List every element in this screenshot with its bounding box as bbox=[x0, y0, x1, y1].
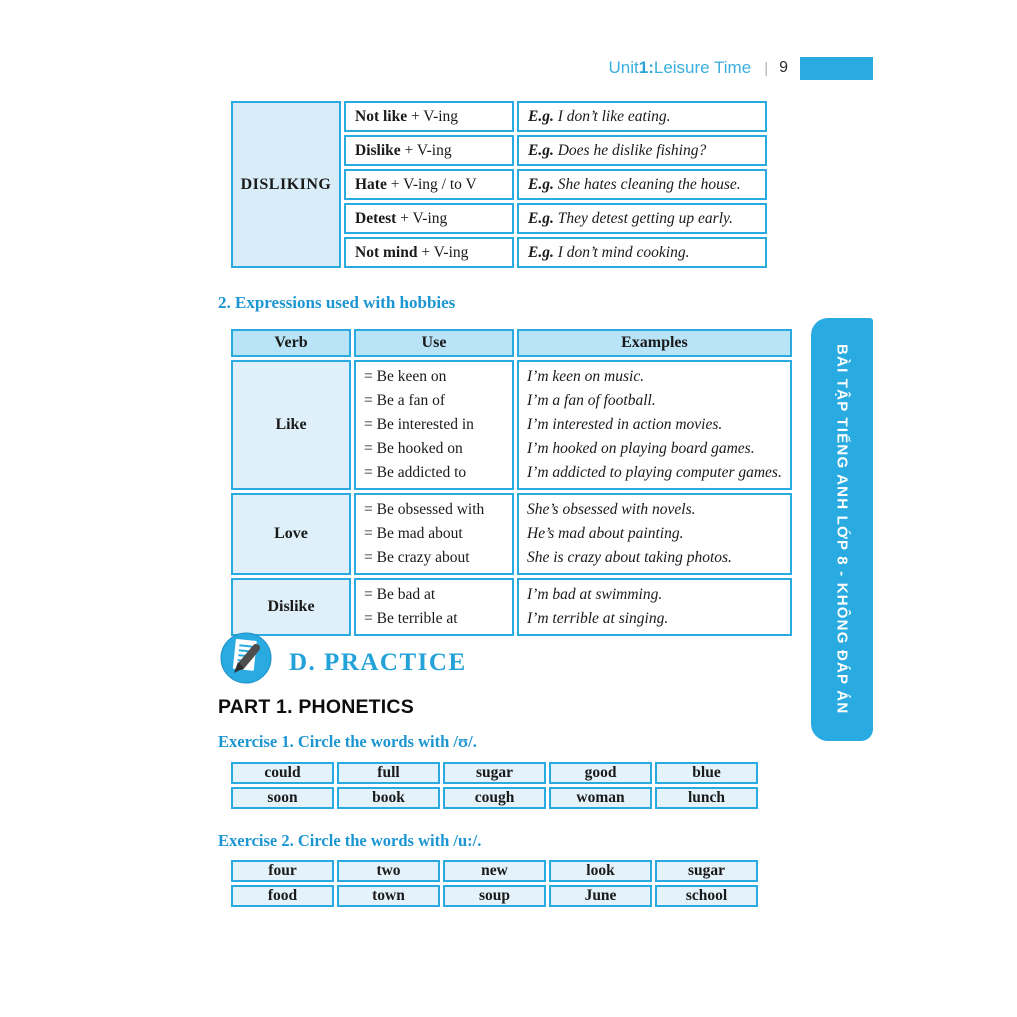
word-cell: sugar bbox=[655, 860, 758, 882]
exercise1-table bbox=[228, 759, 761, 812]
unit-breadcrumb-title: Leisure Time bbox=[653, 58, 752, 77]
example-line: He’s mad about painting. bbox=[527, 525, 684, 542]
table-header-row bbox=[231, 329, 792, 357]
use-line: = Be bad at bbox=[364, 586, 436, 603]
unit-breadcrumb-number: 1: bbox=[638, 58, 654, 77]
eg-label: E.g. bbox=[528, 175, 554, 193]
word-cell: two bbox=[337, 860, 440, 882]
column-header-examples: Examples bbox=[517, 329, 792, 357]
side-tab bbox=[811, 318, 873, 741]
use-line: = Be keen on bbox=[364, 368, 447, 385]
pattern-cell bbox=[344, 135, 514, 166]
word-cell: sugar bbox=[443, 762, 546, 784]
eg-label: E.g. bbox=[528, 243, 554, 261]
word-cell: soup bbox=[443, 885, 546, 907]
table-row bbox=[231, 101, 767, 132]
example-text: Does he dislike fishing? bbox=[553, 141, 707, 159]
word-cell: soon bbox=[231, 787, 334, 809]
use-line: = Be a fan of bbox=[364, 392, 446, 409]
example-line: I’m keen on music. bbox=[527, 368, 645, 385]
pattern-bold: Not like bbox=[355, 107, 408, 125]
example-text: I don’t like eating. bbox=[553, 107, 671, 125]
word-cell: could bbox=[231, 762, 334, 784]
examples-cell bbox=[517, 493, 792, 575]
pattern-rest: + V-ing bbox=[400, 141, 452, 159]
exercise1-heading: Exercise 1. Circle the words with /ʊ/. bbox=[218, 732, 477, 751]
eg-label: E.g. bbox=[528, 209, 554, 227]
pattern-cell bbox=[344, 169, 514, 200]
example-text: I don’t mind cooking. bbox=[553, 243, 690, 261]
unit-breadcrumb-pre: Unit bbox=[608, 58, 639, 77]
word-cell: woman bbox=[549, 787, 652, 809]
exercise2-heading: Exercise 2. Circle the words with /u:/. bbox=[218, 831, 482, 850]
example-line: She’s obsessed with novels. bbox=[527, 501, 696, 518]
use-line: = Be obsessed with bbox=[364, 501, 485, 518]
use-cell bbox=[354, 360, 514, 490]
exercise2-table bbox=[228, 857, 761, 910]
practice-heading: D. PRACTICE bbox=[289, 649, 467, 676]
word-cell: new bbox=[443, 860, 546, 882]
word-cell: cough bbox=[443, 787, 546, 809]
use-line: = Be mad about bbox=[364, 525, 463, 542]
header-divider: | bbox=[764, 59, 769, 77]
word-cell: food bbox=[231, 885, 334, 907]
example-text: They detest getting up early. bbox=[553, 209, 733, 227]
example-line: I’m a fan of football. bbox=[527, 392, 656, 409]
hobbies-table bbox=[228, 326, 795, 639]
use-line: = Be terrible at bbox=[364, 610, 458, 627]
pattern-bold: Not mind bbox=[355, 243, 418, 261]
table-row bbox=[231, 493, 792, 575]
pattern-bold: Dislike bbox=[355, 141, 401, 159]
section-heading-expressions: 2. Expressions used with hobbies bbox=[218, 293, 456, 312]
example-line: I’m interested in action movies. bbox=[527, 416, 723, 433]
pattern-cell bbox=[344, 237, 514, 268]
disliking-table bbox=[228, 98, 770, 271]
pattern-rest: + V-ing bbox=[407, 107, 459, 125]
word-cell: lunch bbox=[655, 787, 758, 809]
example-cell bbox=[517, 101, 767, 132]
example-line: She is crazy about taking photos. bbox=[527, 549, 732, 566]
examples-cell bbox=[517, 360, 792, 490]
verb-cell: Like bbox=[231, 360, 351, 490]
verb-cell: Love bbox=[231, 493, 351, 575]
use-cell bbox=[354, 493, 514, 575]
word-cell: town bbox=[337, 885, 440, 907]
pattern-rest: + V-ing bbox=[396, 209, 448, 227]
example-cell bbox=[517, 169, 767, 200]
side-tab-label: BÀI TẬP TIẾNG ANH LỚP 8 - KHÔNG ĐÁP ÁN bbox=[833, 344, 851, 715]
table-row bbox=[231, 860, 758, 882]
table-row bbox=[231, 885, 758, 907]
use-cell bbox=[354, 578, 514, 636]
example-line: I’m addicted to playing computer games. bbox=[527, 464, 782, 481]
word-cell: blue bbox=[655, 762, 758, 784]
header-color-bar bbox=[800, 57, 873, 80]
pattern-bold: Detest bbox=[355, 209, 397, 227]
eg-label: E.g. bbox=[528, 141, 554, 159]
pattern-rest: + V-ing bbox=[417, 243, 469, 261]
use-line: = Be crazy about bbox=[364, 549, 470, 566]
examples-cell bbox=[517, 578, 792, 636]
use-line: = Be interested in bbox=[364, 416, 474, 433]
word-cell: look bbox=[549, 860, 652, 882]
use-line: = Be addicted to bbox=[364, 464, 467, 481]
table-row bbox=[231, 762, 758, 784]
eg-label: E.g. bbox=[528, 107, 554, 125]
pencil-document-icon bbox=[219, 631, 273, 685]
pattern-cell bbox=[344, 203, 514, 234]
part1-heading: PART 1. PHONETICS bbox=[218, 696, 414, 718]
page-header bbox=[360, 56, 873, 80]
word-cell: June bbox=[549, 885, 652, 907]
word-cell: school bbox=[655, 885, 758, 907]
word-cell: four bbox=[231, 860, 334, 882]
category-cell: DISLIKING bbox=[231, 101, 341, 268]
example-cell bbox=[517, 237, 767, 268]
use-line: = Be hooked on bbox=[364, 440, 463, 457]
word-cell: book bbox=[337, 787, 440, 809]
example-cell bbox=[517, 203, 767, 234]
table-row bbox=[231, 787, 758, 809]
table-row bbox=[231, 360, 792, 490]
column-header-use: Use bbox=[354, 329, 514, 357]
pattern-bold: Hate bbox=[355, 175, 387, 193]
word-cell: good bbox=[549, 762, 652, 784]
column-header-verb: Verb bbox=[231, 329, 351, 357]
word-cell: full bbox=[337, 762, 440, 784]
pattern-rest: + V-ing / to V bbox=[386, 175, 477, 193]
table-row bbox=[231, 578, 792, 636]
example-text: She hates cleaning the house. bbox=[553, 175, 741, 193]
example-line: I’m bad at swimming. bbox=[527, 586, 663, 603]
example-line: I’m terrible at singing. bbox=[527, 610, 669, 627]
example-cell bbox=[517, 135, 767, 166]
verb-cell: Dislike bbox=[231, 578, 351, 636]
page-number: 9 bbox=[779, 59, 788, 76]
pattern-cell bbox=[344, 101, 514, 132]
example-line: I’m hooked on playing board games. bbox=[527, 440, 755, 457]
